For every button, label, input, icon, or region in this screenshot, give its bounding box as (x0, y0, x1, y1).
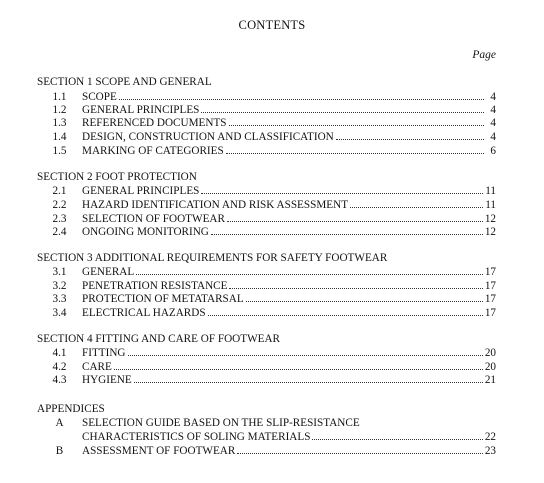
toc-entry[interactable] (37, 144, 496, 158)
entry-title: CARE (82, 361, 112, 373)
appendix-a-title-line[interactable] (37, 417, 360, 429)
toc-entry[interactable] (37, 279, 496, 293)
dot-leader (114, 360, 483, 370)
dot-leader (229, 279, 482, 289)
toc-entry[interactable] (37, 265, 496, 279)
entry-page: 4 (490, 91, 496, 103)
section-4-heading: SECTION 4 FITTING AND CARE OF FOOTWEAR (37, 333, 281, 345)
entry-number: 3.3 (52, 293, 67, 305)
entry-page: 12 (484, 226, 496, 238)
toc-entry[interactable] (37, 360, 496, 374)
appendix-a-title-continued: CHARACTERISTICS OF SOLING MATERIALS (82, 431, 311, 443)
entry-number: 4.3 (52, 374, 67, 386)
entry-page: 21 (484, 374, 496, 386)
entry-page: 22 (484, 431, 496, 443)
toc-entry[interactable] (37, 373, 496, 387)
dot-leader (336, 130, 484, 140)
entry-title: REFERENCED DOCUMENTS (82, 117, 227, 129)
entry-page: 17 (484, 280, 496, 292)
entry-page: 23 (484, 445, 496, 457)
entry-page: 4 (490, 131, 496, 143)
entry-page: 20 (484, 347, 496, 359)
entry-page: 4 (490, 104, 496, 116)
entry-title: HYGIENE (82, 374, 132, 386)
entry-title: PROTECTION OF METATARSAL (82, 293, 244, 305)
toc-entry-appendix-a[interactable] (37, 430, 496, 444)
dot-leader (229, 116, 484, 126)
entry-page: 12 (484, 213, 496, 225)
entry-number: 3.4 (52, 307, 67, 319)
entry-number: 3.2 (52, 280, 67, 292)
dot-leader (312, 430, 482, 440)
entry-number: 1.5 (52, 145, 67, 157)
dot-leader (208, 306, 483, 316)
dot-leader (237, 444, 482, 454)
appendix-b-title: ASSESSMENT OF FOOTWEAR (82, 445, 236, 457)
toc-entry[interactable] (37, 103, 496, 117)
toc-entry[interactable] (37, 130, 496, 144)
entry-number: 3.1 (52, 266, 67, 278)
entry-page: 11 (485, 199, 496, 211)
entry-number: 2.2 (52, 199, 67, 211)
dot-leader (136, 265, 483, 275)
entry-number: 1.2 (52, 104, 67, 116)
toc-entry[interactable] (37, 346, 496, 360)
appendix-letter: A (55, 417, 64, 429)
dot-leader (211, 225, 483, 235)
dot-leader (227, 212, 483, 222)
entry-title: ONGOING MONITORING (82, 226, 209, 238)
section-1-heading: SECTION 1 SCOPE AND GENERAL (37, 76, 212, 88)
entry-title: DESIGN, CONSTRUCTION AND CLASSIFICATION (82, 131, 334, 143)
dot-leader (134, 373, 483, 383)
entry-title: ELECTRICAL HAZARDS (82, 307, 206, 319)
toc-entry[interactable] (37, 90, 496, 104)
entry-title: SCOPE (82, 91, 117, 103)
entry-title: PENETRATION RESISTANCE (82, 280, 228, 292)
appendix-letter: B (55, 445, 64, 457)
contents-title: CONTENTS (238, 18, 306, 32)
entry-title: MARKING OF CATEGORIES (82, 145, 224, 157)
entry-title: GENERAL PRINCIPLES (82, 104, 200, 116)
entry-title: GENERAL PRINCIPLES (82, 185, 200, 197)
entry-number: 2.1 (52, 185, 67, 197)
dot-leader (119, 90, 484, 100)
section-3-heading: SECTION 3 ADDITIONAL REQUIREMENTS FOR SAFETY FOOTWEAR (37, 252, 388, 264)
entry-page: 17 (484, 266, 496, 278)
entry-number: 1.3 (52, 117, 67, 129)
entry-title: GENERAL (82, 266, 135, 278)
dot-leader (128, 346, 483, 356)
entry-page: 6 (490, 145, 496, 157)
appendix-a-title: SELECTION GUIDE BASED ON THE SLIP-RESISTANCE (82, 417, 360, 429)
entry-page: 20 (484, 361, 496, 373)
toc-entry[interactable] (37, 306, 496, 320)
entry-number: 4.1 (52, 347, 67, 359)
entry-page: 11 (485, 185, 496, 197)
toc-entry[interactable] (37, 225, 496, 239)
entry-title: FITTING (82, 347, 126, 359)
entry-title: HAZARD IDENTIFICATION AND RISK ASSESSMENT (82, 199, 349, 211)
toc-entry[interactable] (37, 116, 496, 130)
dot-leader (246, 292, 483, 302)
page-column-label: Page (472, 49, 496, 61)
entry-number: 1.1 (52, 91, 67, 103)
entry-page: 17 (484, 293, 496, 305)
dot-leader (350, 198, 483, 208)
dot-leader (226, 144, 484, 154)
toc-entry[interactable] (37, 212, 496, 226)
entry-number: 2.3 (52, 213, 67, 225)
toc-entry-appendix-b[interactable] (37, 444, 496, 458)
entry-title: SELECTION OF FOOTWEAR (82, 213, 225, 225)
entry-number: 1.4 (52, 131, 67, 143)
toc-entry[interactable] (37, 198, 496, 212)
toc-entry[interactable] (37, 184, 496, 198)
section-2-heading: SECTION 2 FOOT PROTECTION (37, 171, 197, 183)
toc-entry[interactable] (37, 292, 496, 306)
appendices-heading: APPENDICES (37, 403, 105, 415)
dot-leader (201, 184, 483, 194)
entry-number: 4.2 (52, 361, 67, 373)
entry-number: 2.4 (52, 226, 67, 238)
entry-page: 17 (484, 307, 496, 319)
dot-leader (201, 103, 484, 113)
entry-page: 4 (490, 117, 496, 129)
